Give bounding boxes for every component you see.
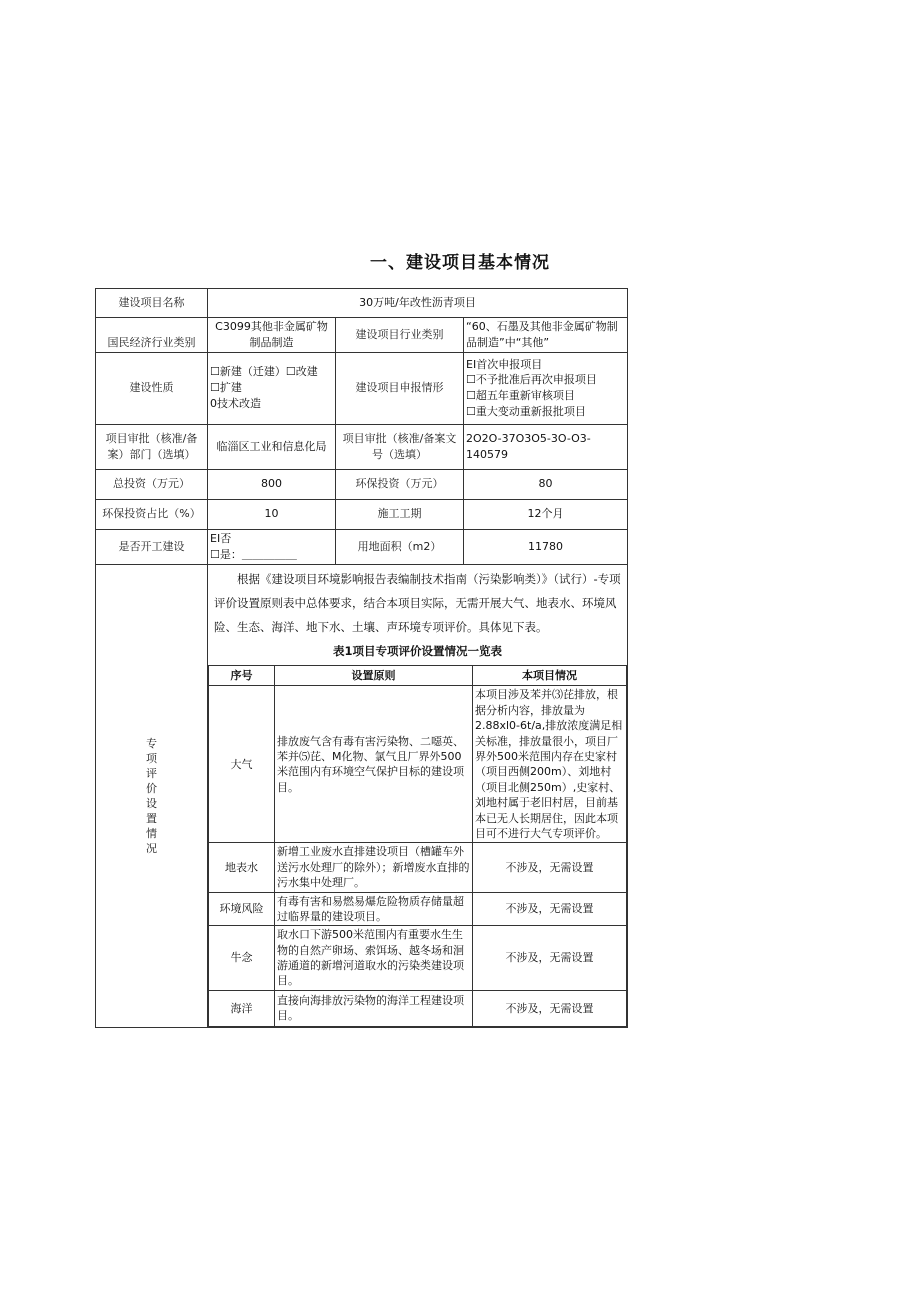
row-status: 本项目涉及苯并⑶芘排放，根据分析内容，排放量为2.88xl0-6t/a,排放浓度满足相关标准，排放量很小，项目厂界外500米范围内存在史家村（项目西侧200m）、刘地村（项目北侧250m）,史家村、刘地村属于老旧村居，目前基本已无人长期居住，因此本项目可不进行大气专项评价。 (473, 686, 627, 843)
declare-option-major-change: ☐重大变动重新报批项目 (466, 405, 586, 419)
header-status: 本项目情况 (473, 666, 627, 686)
evaluation-side-label: 专项评价设置情况 (146, 736, 157, 855)
declare-options (464, 352, 628, 424)
declare-option-five-year: ☐超五年重新审核项目 (466, 389, 575, 403)
row-item: 地表水 (209, 843, 275, 892)
evaluation-table (208, 665, 627, 1026)
area-label: 用地面积（m2） (336, 529, 464, 564)
row-principle: 取水口下游500米范围内有重要水生生物的自然产卵场、索饵场、越冬场和洄游通道的新增河道取水的污染类建设项目。 (275, 926, 473, 991)
nature-option-expand: ☐扩建 (210, 381, 242, 395)
table-row (209, 843, 627, 892)
declare-option-first: EI首次申报项目 (466, 357, 543, 371)
total-invest-label: 总投资（万元） (96, 469, 208, 499)
industry-value: C3099其他非金属矿物制品制造 (208, 318, 336, 353)
nature-label: 建设性质 (96, 352, 208, 424)
nature-options (208, 352, 336, 424)
evaluation-table-title: 表1项目专项评价设置情况一览表 (333, 643, 502, 658)
row-item: 大气 (209, 686, 275, 843)
period-label: 施工工期 (336, 499, 464, 529)
evaluation-side-cell (96, 564, 208, 1027)
row-principle: 直接向海排放污染物的海洋工程建设项目。 (275, 990, 473, 1026)
category-label: 建设项目行业类别 (336, 318, 464, 353)
started-option-no: EI否 (210, 531, 232, 545)
nature-option-new: ☐新建（迁建）☐改建 (210, 365, 318, 379)
approval-dept-label: 项目审批（核准/备案）部门（选填） (96, 424, 208, 469)
env-ratio-value: 10 (208, 499, 336, 529)
category-value: “60、石墨及其他非金属矿物制品制造”中“其他” (464, 318, 628, 353)
declare-option-resubmit: ☐不予批准后再次申报项目 (466, 373, 597, 387)
row-principle: 有毒有害和易燃易爆危险物质存储量超过临界量的建设项目。 (275, 892, 473, 926)
evaluation-content (208, 564, 628, 1027)
header-index: 序号 (209, 666, 275, 686)
area-value: 11780 (464, 529, 628, 564)
basic-info-table (95, 288, 628, 1028)
industry-label: 国民经济行业类别 (96, 318, 208, 353)
evaluation-paragraph: 根据《建设项目环境影响报告表编制技术指南（污染影响类）》（试行）-专项评价设置原则表中总体要求，结合本项目实际，无需开展大气、地表水、环境风险、生态、海洋、地下水、土壤、声环境专项评价。具体见下表。 (214, 571, 621, 634)
env-invest-label: 环保投资（万元） (336, 469, 464, 499)
period-value: 12个月 (464, 499, 628, 529)
row-status: 不涉及，无需设置 (473, 990, 627, 1026)
started-options (208, 529, 336, 564)
row-status: 不涉及，无需设置 (473, 926, 627, 991)
table-row (209, 686, 627, 843)
table-row (209, 926, 627, 991)
row-item: 环境风险 (209, 892, 275, 926)
row-item: 海洋 (209, 990, 275, 1026)
row-item: 牛念 (209, 926, 275, 991)
page-title: 一、建设项目基本情况 (370, 253, 550, 273)
row-status: 不涉及，无需设置 (473, 843, 627, 892)
env-ratio-label: 环保投资占比（%） (96, 499, 208, 529)
approval-no-label: 项目审批（核准/备案文号（选填） (336, 424, 464, 469)
started-label: 是否开工建设 (96, 529, 208, 564)
declare-label: 建设项目申报情形 (336, 352, 464, 424)
started-option-yes: ☐是：＿＿＿＿＿ (210, 547, 297, 561)
header-principle: 设置原则 (275, 666, 473, 686)
table-row (209, 990, 627, 1026)
approval-no-value: 2O2O-37O3O5-3O-O3-140579 (464, 424, 628, 469)
row-status: 不涉及，无需设置 (473, 892, 627, 926)
nature-option-tech: 0技术改造 (210, 397, 261, 411)
project-name-value: 30万吨/年改性沥青项目 (208, 289, 628, 318)
row-principle: 排放废气含有毒有害污染物、二噁英、苯并⑸芘、M化物、氯气且厂界外500米范围内有环境空气保护目标的建设项目。 (275, 686, 473, 843)
table-row (209, 892, 627, 926)
row-principle: 新增工业废水直排建设项目（槽罐车外送污水处理厂的除外）；新增废水直排的污水集中处理厂。 (275, 843, 473, 892)
total-invest-value: 800 (208, 469, 336, 499)
env-invest-value: 80 (464, 469, 628, 499)
project-name-label: 建设项目名称 (96, 289, 208, 318)
approval-dept-value: 临淄区工业和信息化局 (208, 424, 336, 469)
